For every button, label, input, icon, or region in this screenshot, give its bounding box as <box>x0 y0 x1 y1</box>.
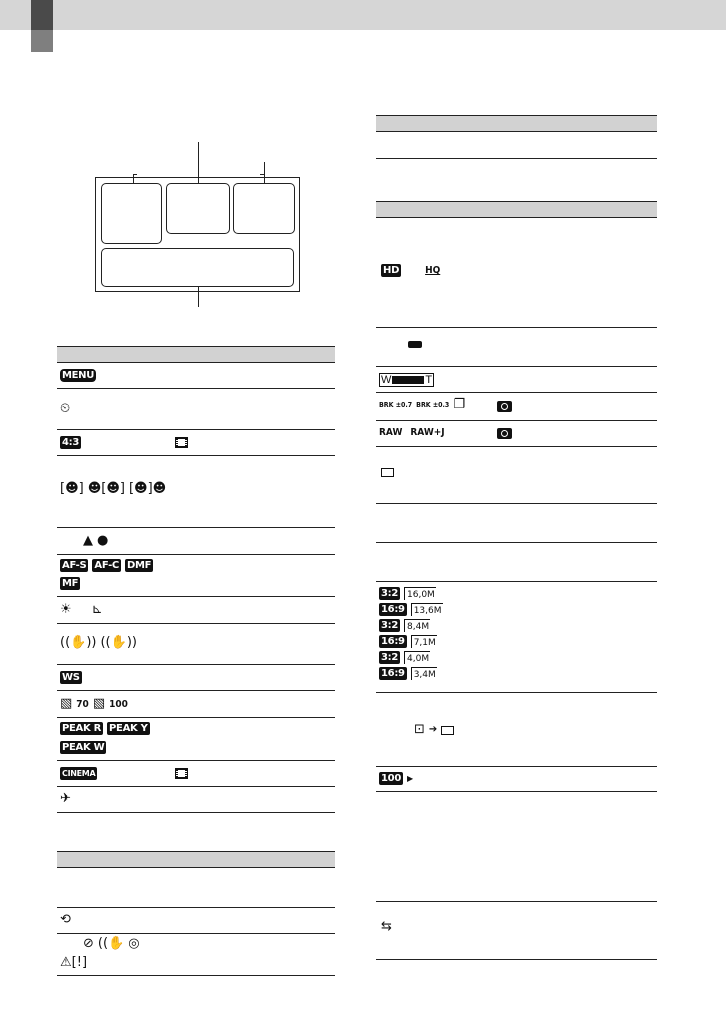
left-icon-table <box>57 346 335 813</box>
image-icon: ⊡ <box>414 722 425 737</box>
image-size-icon: 4,0M <box>404 651 430 664</box>
table-row <box>376 132 657 159</box>
aspect-169-icon: 16:9 <box>381 604 405 615</box>
movie-icon <box>175 768 188 779</box>
zoom-bar-icon: W T <box>381 374 433 386</box>
white-balance-daylight-icon: ☀ <box>60 602 72 617</box>
image-size-icon: 8,4M <box>404 619 430 632</box>
folder-number-icon: 100 <box>381 773 401 784</box>
no-card-icon: ⊘ <box>83 936 94 951</box>
diagram-leader-center <box>198 142 199 183</box>
table-row <box>376 447 657 504</box>
chapter-tab-marker <box>31 30 53 52</box>
right-icon-table-1 <box>376 115 657 159</box>
peaking-yellow-icon: PEAK Y <box>109 723 148 734</box>
table-row <box>376 328 657 367</box>
continuous-shooting-icon: ❐ <box>453 397 465 412</box>
arrow-icon: ➔ <box>428 724 438 735</box>
aspect-32-icon: 3:2 <box>381 588 399 599</box>
table-header <box>376 201 657 218</box>
table-row <box>376 693 657 767</box>
table-row <box>57 787 335 813</box>
portrait-icon: ● <box>97 533 109 548</box>
peaking-red-icon: PEAK R <box>62 723 102 734</box>
repeat-icon: ⟲ <box>60 912 71 927</box>
hd-quality-icon: HD <box>383 265 400 276</box>
mf-icon: MF <box>62 578 79 589</box>
aspect-32-icon: 3:2 <box>381 652 399 663</box>
flight-mode-icon: ✈ <box>60 791 71 806</box>
battery-icon <box>408 341 422 348</box>
table-row <box>57 456 335 528</box>
table-row <box>57 430 335 456</box>
wind-noise-reduction-icon: WS <box>62 672 80 683</box>
table-row <box>57 761 335 787</box>
table-row <box>57 624 335 665</box>
landscape-icon: ▲ <box>83 533 93 548</box>
table-row <box>57 597 335 624</box>
image-size-icon: 13,6M <box>411 603 443 616</box>
page-header-bar <box>0 0 726 30</box>
table-row <box>376 543 657 582</box>
af-s-icon: AF-S <box>62 560 87 571</box>
menu-icon: MENU <box>62 370 95 381</box>
raw-jpeg-icon: RAW+J <box>410 427 445 438</box>
diagram-area-left <box>101 183 162 244</box>
aspect-32-icon: 3:2 <box>381 620 399 631</box>
table-row <box>57 363 335 389</box>
table-row <box>57 665 335 691</box>
play-arrow-icon: ▶ <box>406 774 414 783</box>
zebra-icon: ▧ <box>60 696 73 711</box>
table-row <box>376 504 657 543</box>
bracket-07-icon: BRK ±0.7 <box>379 401 413 409</box>
table-row <box>376 218 657 328</box>
diagram-leader-left <box>133 174 134 183</box>
table-row <box>376 367 657 393</box>
diagram-leader-bottom <box>198 287 199 307</box>
self-timer-icon: ⏲ <box>60 401 71 416</box>
af-c-icon: AF-C <box>94 560 119 571</box>
image-size-icon: 3,4M <box>411 667 437 680</box>
image-size-icon: 16,0M <box>404 587 436 600</box>
bracket-03-icon: BRK ±0.3 <box>416 401 450 409</box>
table-row <box>376 421 657 447</box>
table-row: ▧ 70 ▧ 100 <box>57 691 335 718</box>
table-row <box>57 555 335 597</box>
smile-shutter-icon: [☻]☻ <box>128 481 167 496</box>
photo-mode-icon <box>497 428 512 439</box>
left-icon-table-2 <box>57 851 335 976</box>
steadyshot-active-icon: ((✋)) <box>100 635 137 650</box>
peaking-white-icon: PEAK W <box>62 742 105 753</box>
photo-mode-icon <box>497 401 512 412</box>
right-icon-table-2 <box>376 201 657 960</box>
camera-shake-warning-icon: ((✋ <box>97 936 125 951</box>
face-detection-icon: ☻[☻] <box>87 481 125 496</box>
table-row <box>57 718 335 761</box>
table-row <box>376 902 657 960</box>
memory-card-icon <box>441 726 454 735</box>
warning-icon: ⚠[!] <box>60 955 88 970</box>
hq-icon: HQ <box>425 265 441 276</box>
table-header <box>376 115 657 132</box>
table-row <box>376 767 657 792</box>
diagram-area-right <box>233 183 295 234</box>
table-row <box>57 868 335 908</box>
table-row <box>376 792 657 902</box>
steadyshot-off-icon: ((✋)) <box>60 635 97 650</box>
diagram-area-center <box>166 183 230 234</box>
movie-icon <box>175 437 188 448</box>
face-detection-off-icon: [☻] <box>60 481 84 496</box>
table-row <box>57 908 335 934</box>
memory-card-icon <box>381 468 394 477</box>
image-size-icon: 7,1M <box>411 635 437 648</box>
diagram-area-bottom <box>101 248 294 287</box>
cinematone-icon: CINEMA <box>62 769 96 778</box>
table-row <box>376 582 657 693</box>
aspect-ratio-icon: 4:3 <box>62 437 80 448</box>
aspect-169-icon: 16:9 <box>381 668 405 679</box>
zebra-icon: ▧ <box>92 696 106 711</box>
chapter-tab <box>31 0 53 30</box>
table-row <box>57 934 335 976</box>
usb-connection-icon: ⇆ <box>381 919 392 934</box>
table-header <box>57 851 335 868</box>
aspect-169-icon: 16:9 <box>381 636 405 647</box>
dmf-icon: DMF <box>126 560 152 571</box>
table-row <box>57 389 335 430</box>
lcd-screen-diagram <box>95 140 305 310</box>
diagram-leader-right <box>264 162 265 183</box>
table-row <box>376 393 657 421</box>
overheat-warning-icon: ◎ <box>128 936 140 951</box>
table-row <box>57 528 335 555</box>
table-header <box>57 346 335 363</box>
raw-icon: RAW <box>379 427 403 438</box>
white-balance-custom-icon: ⊾ <box>91 602 103 617</box>
